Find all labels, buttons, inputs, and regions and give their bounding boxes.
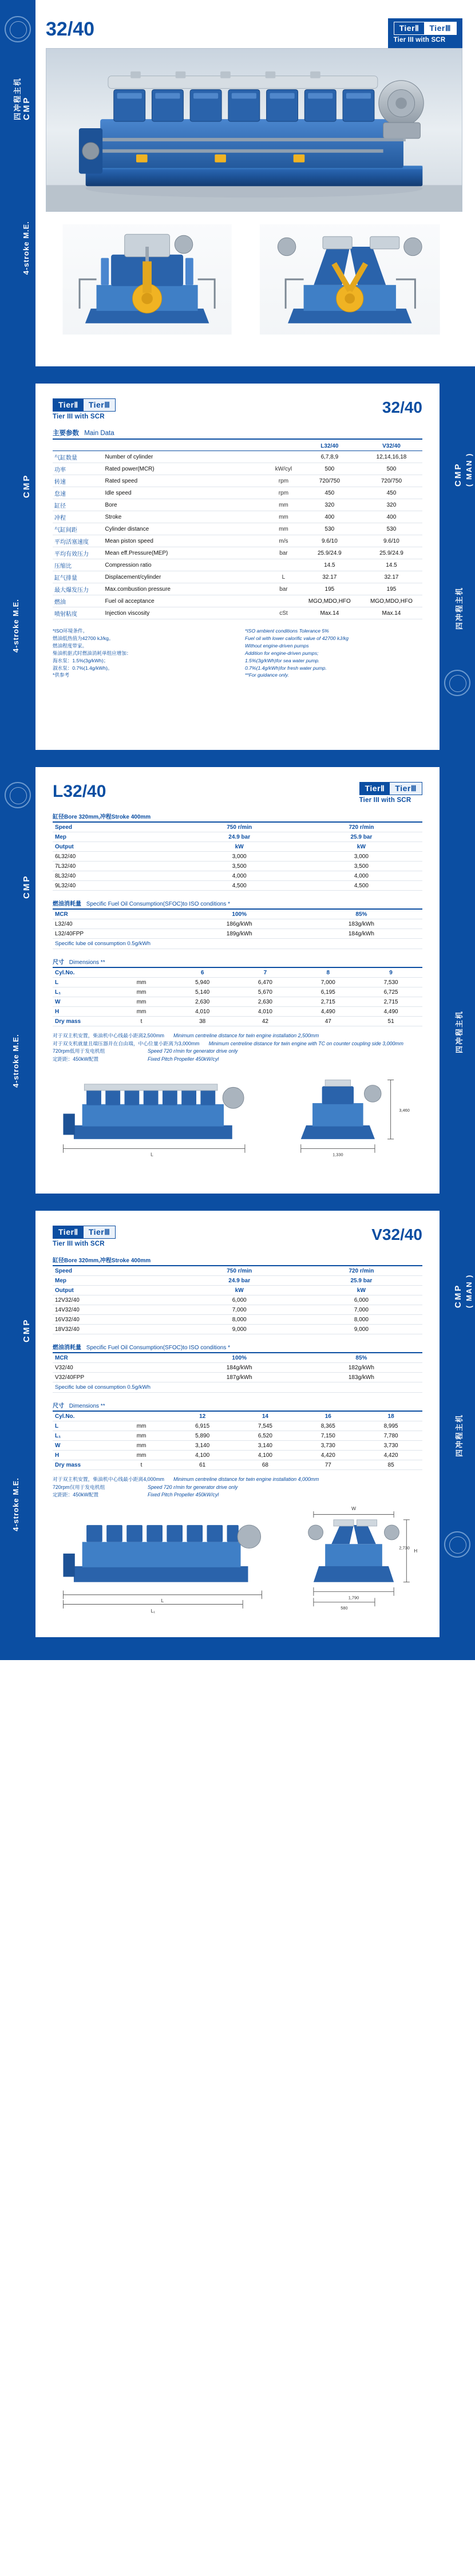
note-line: Without engine-driven pumps	[245, 642, 309, 649]
engine-photo-illustration	[46, 49, 462, 211]
tier-subtitle-3: Tier III with SCR	[359, 797, 411, 804]
tier-subtitle-2: Tier III with SCR	[53, 413, 105, 421]
rail-badge-icon-4	[444, 1531, 470, 1558]
rail-brand-cn-2: 四冲程主机	[455, 586, 464, 630]
foot-note-en: Speed 720 r/min for generator drive only	[148, 1484, 238, 1490]
L-tier-badge	[359, 782, 422, 804]
table-row: W mm 3,140 3,140 3,730 3,730	[53, 1441, 422, 1451]
V-performance-table	[53, 1266, 422, 1334]
table-row: L mm 5,940 6,470 7,000 7,530	[53, 978, 422, 987]
rail-badge-icon-2	[444, 670, 470, 696]
note-line: Addition for engine-driven pumps;	[245, 650, 319, 656]
note-line: 海水泵：1.5%(3g/kWh)；	[53, 657, 109, 663]
L-model-title: L32/40	[53, 782, 106, 801]
note-line: 0.7%(1.4g/kWh)for fresh water pump.	[245, 665, 327, 671]
foot-note-cn: 定距距：450kW配置	[53, 1056, 99, 1062]
rail-badge-icon	[5, 16, 31, 42]
foot-note	[53, 1491, 422, 1499]
V-drawing-svg	[53, 1505, 422, 1618]
table-header-row: Cyl.No. 12 14 16 18	[53, 1412, 422, 1421]
L-fuel-label-cn: 燃油消耗量	[53, 901, 81, 908]
rail-brand-cmp: CMP	[22, 96, 31, 120]
table-row: 16V32/40 8,000 8,000	[53, 1315, 422, 1325]
table-row: 怠速 Idle speed rpm 450 450	[53, 487, 422, 499]
right-rail-L	[440, 767, 475, 1194]
V-tier-badge	[53, 1226, 116, 1247]
foot-note	[53, 1484, 422, 1492]
L-foot-notes	[53, 1032, 422, 1064]
foot-note-cn: 定距距：450kW配置	[53, 1492, 99, 1498]
rail-brand-cmp-5: CMP	[22, 1318, 31, 1342]
table-row: MCR 100% 85%	[53, 1353, 422, 1363]
table-row: L32/40 186g/kWh 183g/kWh	[53, 919, 422, 929]
note-line: 柴油机驱式时燃油消耗单组应增加：	[53, 650, 132, 656]
rail-brand-en-2: 4-stroke M.E.	[11, 599, 20, 653]
V-dim-label-cn: 尺寸	[53, 1403, 64, 1410]
V-lube-note: Specific lube oil consumption 0.5g/kWh	[53, 1382, 422, 1393]
rail-brand-en-4: 4-stroke M.E.	[11, 1477, 20, 1531]
table-row: 压缩比 Compression ratio 14.5 14.5	[53, 559, 422, 571]
main-data-table	[53, 441, 422, 619]
table-row: 喷射粘度 Injection viscosity cSt Max.14 Max.14	[53, 607, 422, 619]
V-header	[53, 1226, 422, 1247]
note-line: *ISO环境条件。	[53, 628, 88, 634]
main-model-title: 32/40	[382, 398, 422, 416]
table-row: Mep 24.9 bar 25.9 bar	[53, 1276, 422, 1286]
foot-note-en: Fixed Pitch Propeller 450kW/cyl	[148, 1056, 219, 1062]
foot-note-en: Fixed Pitch Propeller 450kW/cyl	[148, 1492, 219, 1498]
V-dimension-drawing	[53, 1505, 422, 1618]
table-row: H mm 4,010 4,010 4,490 4,490	[53, 1007, 422, 1017]
L-header	[53, 782, 422, 804]
table-row: L₁ mm 5,140 5,670 6,195 6,725	[53, 987, 422, 997]
main-data-section	[0, 384, 475, 750]
V-model-title: V32/40	[371, 1226, 422, 1243]
foot-note	[53, 1048, 422, 1056]
V-foot-notes	[53, 1476, 422, 1499]
L-fuel-label	[53, 899, 422, 910]
rail-brand-cmp-6: CMP	[453, 1283, 463, 1308]
foot-note-cn: 720rpm低用于发电机组	[53, 1048, 105, 1054]
engine-cross-sections	[46, 219, 462, 340]
L-dimensions-table	[53, 968, 422, 1026]
table-row: 冲程 Stroke mm 400 400	[53, 511, 422, 523]
left-rail-V	[0, 1211, 35, 1637]
V-dim-label	[53, 1401, 422, 1412]
svg-text:3,460: 3,460	[399, 1107, 410, 1113]
rail-brand-cn: 四冲程主机	[13, 77, 22, 120]
table-row: 缸气排量 Displacement/cylinder L 32.17 32.17	[53, 571, 422, 583]
cover-tier-badge	[388, 18, 462, 48]
V-section	[0, 1211, 475, 1637]
tier-pill-three-3: TierⅢ	[390, 783, 422, 795]
note-line: *供参考	[53, 672, 70, 678]
table-row: H mm 4,100 4,100 4,420 4,420	[53, 1451, 422, 1460]
foot-note-cn: 对于双主机安置，柴油机中心线最小距离4,000mm	[53, 1476, 165, 1483]
main-data-notes	[53, 627, 422, 679]
V-dimensions-table	[53, 1412, 422, 1470]
svg-text:L: L	[151, 1151, 153, 1157]
table-row: 燃油 Fuel oil acceptance MGO,MDO,HFO MGO,MDO,HFO	[53, 595, 422, 607]
foot-note	[53, 1040, 422, 1048]
table-row: 9L32/40 4,500 4,500	[53, 881, 422, 891]
svg-text:1,330: 1,330	[332, 1151, 343, 1157]
foot-note-en: Minimum centreline distance for twin engine installation 2,500mm	[173, 1033, 319, 1039]
table-row: W mm 2,630 2,630 2,715 2,715	[53, 997, 422, 1007]
table-row: L₁ mm 5,890 6,520 7,150 7,780	[53, 1431, 422, 1441]
svg-text:L: L	[161, 1597, 164, 1603]
left-rail-cover	[0, 0, 35, 366]
cross-section-illustration	[46, 219, 462, 340]
table-row: 7L32/40 3,500 3,500	[53, 862, 422, 871]
main-data-header-row: L32/40 V32/40	[53, 441, 422, 451]
table-row: 6L32/40 3,000 3,000	[53, 852, 422, 862]
main-data-label-cn: 主要参数	[53, 430, 79, 437]
cover-section	[0, 0, 475, 366]
tier-pill-two-3: TierⅡ	[360, 783, 390, 795]
divider-band-3	[0, 1194, 475, 1211]
note-line: *ISO ambient conditions Tolerance 5%	[245, 628, 329, 634]
table-row: L32/40FPP 189g/kWh 184g/kWh	[53, 929, 422, 939]
table-row: Dry mass t 61 68 77 85	[53, 1460, 422, 1470]
L-dim-label-cn: 尺寸	[53, 959, 64, 966]
V-fuel-label	[53, 1342, 422, 1353]
L-drawing-svg	[53, 1069, 422, 1162]
svg-text:1,790: 1,790	[348, 1595, 359, 1601]
table-row: 最大爆发压力 Max.combustion pressure bar 195 195	[53, 583, 422, 595]
L-fuel-label-en: Specific Fuel Oil Consumption(SFOC)to ISO conditions *	[86, 901, 230, 908]
tier-pill-two: TierⅡ	[394, 22, 425, 34]
L-dim-label-en: Dimensions **	[69, 959, 105, 966]
rail-brand-cn-4: 四冲程主机	[455, 1413, 464, 1457]
table-row: V32/40 184g/kWh 182g/kWh	[53, 1363, 422, 1373]
tier-subtitle-4: Tier III with SCR	[53, 1240, 105, 1248]
tier-pill-three-2: TierⅢ	[84, 399, 116, 411]
V-fuel-label-cn: 燃油消耗量	[53, 1345, 81, 1352]
table-row: 8L32/40 4,000 4,000	[53, 871, 422, 881]
tier-subtitle: Tier III with SCR	[393, 37, 446, 44]
main-tier-badge	[53, 398, 116, 420]
note-line: 燃油程度带家。	[53, 642, 88, 649]
L-section	[0, 767, 475, 1194]
notes-cn	[53, 627, 230, 679]
note-line: 1.5%(3g/kWh)for sea water pump.	[245, 657, 320, 663]
foot-note-cn: 720rpm仅用于发电机组	[53, 1484, 105, 1490]
L-bore-stroke-label: 缸径Bore 320mm,冲程Stroke 400mm	[53, 812, 422, 823]
svg-text:W: W	[351, 1506, 356, 1512]
svg-text:L₁: L₁	[151, 1608, 156, 1614]
L-dimension-drawing	[53, 1069, 422, 1162]
tier-pill-two-2: TierⅡ	[53, 399, 84, 411]
table-row: 转速 Rated speed rpm 720/750 720/750	[53, 475, 422, 487]
L-fuel-table	[53, 910, 422, 939]
rail-brand-cn-3: 四冲程主机	[455, 1010, 464, 1053]
table-row: 气缸间距 Cylinder distance mm 530 530	[53, 523, 422, 535]
foot-note-en: Minimum centreline distance for twin engine with TC on counter coupling side 3,000mm	[208, 1040, 403, 1046]
table-row: 气缸数量 Number of cylinder 6,7,8,9 12,14,16,18	[53, 451, 422, 463]
cover-model-title: 32/40	[46, 18, 95, 40]
rail-brand-cmp-3: CMP	[453, 462, 463, 487]
V-dim-label-en: Dimensions **	[69, 1403, 105, 1410]
main-data-label	[53, 428, 422, 440]
tier-pill-three-4: TierⅢ	[84, 1226, 116, 1238]
table-row: 平均有效压力 Mean eff.Pressure(MEP) bar 25.9/24.9 25.9/24.9	[53, 547, 422, 559]
main-data-label-en: Main Data	[84, 430, 114, 437]
note-line: 燃油低热值为42700 kJ/kg。	[53, 635, 114, 641]
table-row: 平均活塞速度 Mean piston speed m/s 9.6/10 9.6/10	[53, 535, 422, 547]
foot-note-en: Minimum centreline distance for twin engine installation 4,000mm	[173, 1476, 319, 1483]
table-header-row: Cyl.No. 6 7 8 9	[53, 968, 422, 978]
notes-en	[245, 627, 422, 679]
divider-band-1	[0, 366, 475, 384]
table-row: V32/40FPP 187g/kWh 183g/kWh	[53, 1373, 422, 1382]
rail-brand-en: 4-stroke M.E.	[22, 221, 30, 275]
main-data-header	[53, 398, 422, 420]
L-inner	[35, 767, 440, 1194]
table-row: 功率 Rated power(MCR) kW/cyl 500 500	[53, 463, 422, 475]
V-bore-stroke-label: 缸径Bore 320mm,冲程Stroke 400mm	[53, 1255, 422, 1266]
foot-note	[53, 1056, 422, 1064]
foot-note-en: Speed 720 r/min for generator drive only	[148, 1048, 238, 1054]
table-row: Mep 24.9 bar 25.9 bar	[53, 832, 422, 842]
table-row: 14V32/40 7,000 7,000	[53, 1305, 422, 1315]
tier-pill-three: TierⅢ	[424, 22, 456, 34]
L-performance-table	[53, 823, 422, 891]
table-row: 18V32/40 9,000 9,000	[53, 1325, 422, 1334]
foot-note-cn: 对于双主机安置，柴油机中心线最小距离2,500mm	[53, 1033, 165, 1039]
main-data-inner	[35, 384, 440, 750]
rail-badge-icon-3	[5, 782, 31, 808]
V-fuel-table	[53, 1353, 422, 1382]
note-line: **For guidance only.	[245, 672, 289, 678]
rail-brand-en-3: 4-stroke M.E.	[11, 1034, 20, 1088]
svg-text:2,730: 2,730	[399, 1545, 410, 1551]
rail-brand-paren-2: ( MAN )	[465, 1274, 473, 1308]
right-rail-V	[440, 1211, 475, 1637]
table-row: Speed 750 r/min 720 r/min	[53, 1266, 422, 1276]
table-row: Dry mass t 38 42 47 51	[53, 1017, 422, 1026]
note-line: 淑水泵：0.7%(1.4g/kWh)。	[53, 665, 113, 671]
foot-note	[53, 1032, 422, 1040]
L-lube-note: Specific lube oil consumption 0.5g/kWh	[53, 939, 422, 949]
table-row: Speed 750 r/min 720 r/min	[53, 823, 422, 832]
divider-band-2	[0, 750, 475, 767]
cover-inner	[35, 13, 475, 366]
tier-pills	[394, 22, 457, 35]
table-row: MCR 100% 85%	[53, 910, 422, 919]
table-row: L mm 6,915 7,545 8,365 8,995	[53, 1421, 422, 1431]
foot-note-cn: 对于双支机就量且端压器并在自由端，中心位量小距离为3,000mm	[53, 1040, 200, 1046]
rail-brand-cmp-4: CMP	[22, 874, 31, 899]
rail-brand-paren: ( MAN )	[465, 452, 473, 487]
right-rail-main	[440, 384, 475, 750]
divider-band-4	[0, 1637, 475, 1660]
note-line: Fuel oil with lower calorific value of 42700 kJ/kg	[245, 635, 349, 641]
svg-text:580: 580	[341, 1605, 348, 1611]
engine-photo-main	[46, 48, 462, 212]
table-row: 12V32/40 6,000 6,000	[53, 1295, 422, 1305]
svg-text:H: H	[414, 1548, 418, 1554]
table-row: Output kW kW	[53, 1286, 422, 1295]
L-dim-label	[53, 957, 422, 968]
foot-note	[53, 1476, 422, 1484]
left-rail-main	[0, 384, 35, 750]
tier-pill-two-4: TierⅡ	[53, 1226, 84, 1238]
V-inner	[35, 1211, 440, 1637]
table-row: 缸径 Bore mm 320 320	[53, 499, 422, 511]
rail-brand-cmp-2: CMP	[22, 473, 31, 498]
left-rail-L	[0, 767, 35, 1194]
table-row: Output kW kW	[53, 842, 422, 852]
V-fuel-label-en: Specific Fuel Oil Consumption(SFOC)to ISO conditions *	[86, 1345, 230, 1352]
